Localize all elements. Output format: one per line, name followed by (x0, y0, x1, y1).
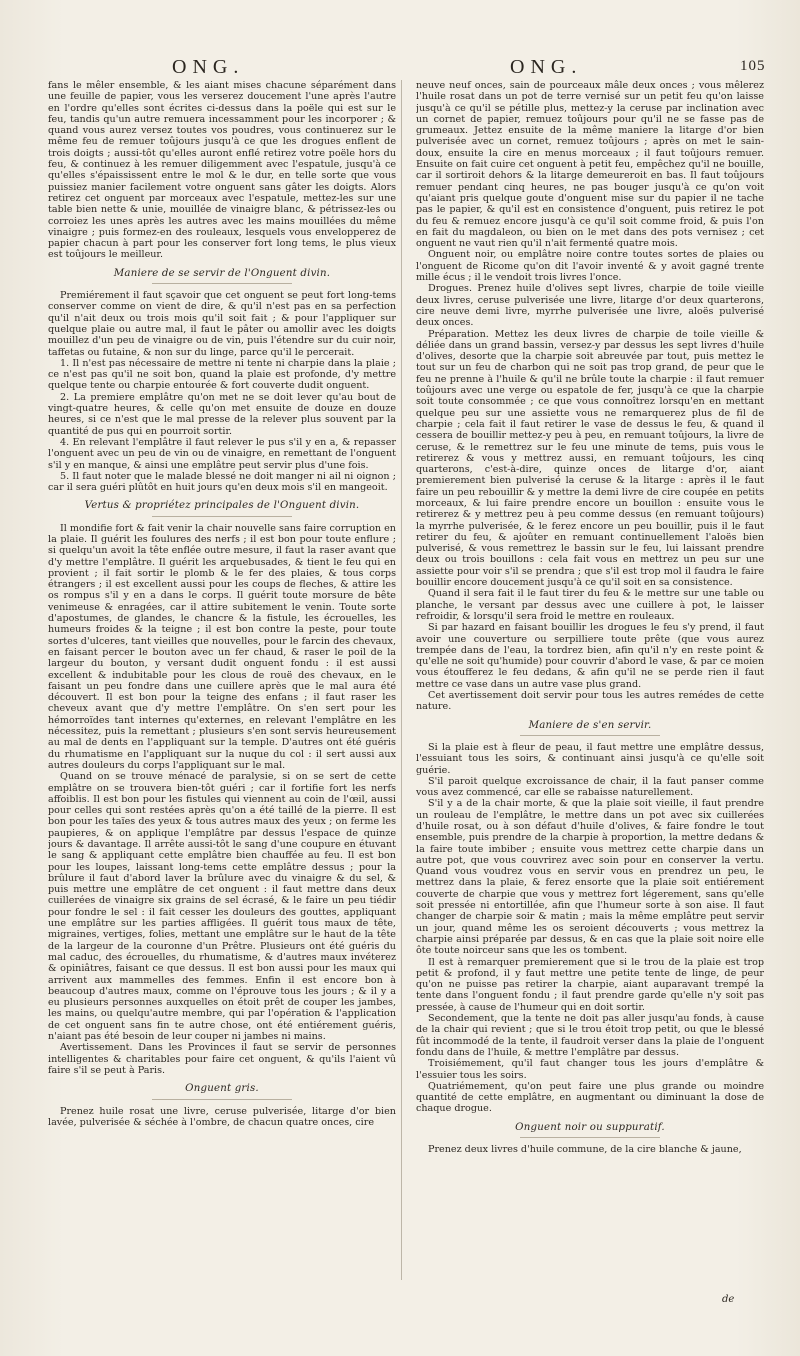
right-column (416, 80, 764, 1292)
running-head-left: ONG. (172, 56, 245, 78)
paragraph: Secondement, que la tente ne doit pas aller jusqu'au fonds, à cause de la chair qui revient ; que si le trou étoit trop petit, ou que le blessé fût incommodé de la tente, il faudroit verser dans la plaie de l'onguent fondu dans de l'huile, & mettre l'emplâtre par dessus. (416, 1013, 764, 1058)
running-head (0, 52, 800, 82)
paragraph: S'il y a de la chair morte, & que la plaie soit vieille, il faut prendre un rouleau de l'emplâtre, le mettre dans un pot avec six cuillerées d'huile rosat, ou à son défaut d'huile d'olives, & faire fondre le tout ensemble, puis prendre de la charpie à proportion, la mettre dedans & la faire toute imbiber ; ensuite vous mettrez cette charpie dans un autre pot, que vous couvrirez avec soin pour en conserver la vertu. Quand vous voudrez vous en servir vous en prendrez un peu, le mettrez dans la plaie, & ferez ensorte que la plaie soit entiérement couverte de charpie que vous y mettrez fort légerement, sans qu'elle soit pressée ni entortillée, afin que l'humeur sorte à son aise. Il faut changer de charpie soir & matin ; mais la même emplâtre peut servir un jour, quand même les os seroient découverts ; vous mettrez la charpie ainsi préparée par dessus, & en cas que la plaie soit noire elle ôte toute noirceur sans que les os tombent. (416, 798, 764, 957)
paragraph: Il mondifie fort & fait venir la chair nouvelle sans faire corruption en la plaie. Il guérit les foulures des nerfs ; il est bon pour toute enflure ; si quelqu'un avoit la tête enflée outre mesure, il faut la raser avant que d'y mettre l'emplâtre. Il guérit les arquebusades, & tient le feu qui en provient ; il fait sortir le plomb & le fer des plaies, & tous corps étrangers ; il est excellent aussi pour les coups de fleches, & attire les os rompus s'il y en a dans le corps. Il guérit toute morsure de bête venimeuse & enragées, car il attire subitement le venin. Toute sorte d'apostumes, de glandes, le chancre & la fistule, les écrouelles, les humeurs froides & la teigne ; il est bon contre la peste, pour toute sortes d'ulceres, tant vieilles que nouvelles, pour le farcin des chevaux, en faisant percer le bouton avec un fer chaud, & raser le poil de la largeur du bouton, y versant dudit onguent fondu : il est aussi excellent & indubitable pour les clous de rouë des chevaux, en le faisant un peu fondre dans une cuillere après que le mal aura été découvert. Il est bon pour la teigne des enfans ; il faut raser les cheveux avant que d'y mettre l'emplâtre. On s'en sert pour les hémorroïdes tant internes qu'externes, en relevant l'emplâtre en les nécessitez, puis la remettant ; plusieurs s'en sont servis heureusement au mal de dents en l'appliquant sur la temple. D'autres ont été guéris du rhumatisme en l'appliquant sur la nuque du col : il sert aussi aux autres douleurs du corps l'appliquant sur le mal. (48, 522, 396, 771)
paragraph: Il est à remarquer premierement que si le trou de la plaie est trop petit & profond, il y faut mettre une petite tente de linge, de peur qu'on ne puisse pas retirer la charpie, aiant auparavant trempé la tente dans l'onguent fondu ; il faut prendre garde qu'elle n'y soit pas pressée, à cause de l'humeur qui en doit sortir. (416, 956, 764, 1013)
section-heading (416, 720, 764, 736)
paragraph: neuve neuf onces, sain de pourceaux mâle deux onces ; vous mêlerez l'huile rosat dans un pot de terre vernisé sur un petit feu qu'on laisse jusqu'à ce qu'il se pétille plus, mettez-y la ceruse par inclination avec un cornet de papier, remuez toûjours pour qu'il ne se fasse pas de grumeaux. Jettez ensuite de la même maniere la litarge d'or bien pulverisée avec un cornet, remuez toûjours ; après on met le sain-doux, ensuite la cire en menus morceaux ; il faut toûjours remuer. Ensuite on fait cuire cet onguent à petit feu, empêchez qu'il ne bouille, car il sortiroit dehors & la litarge demeureroit en bas. Il faut toûjours remuer pendant cinq heures, ne pas bouger jusqu'à ce qu'on voit qu'aiant pris quelque goute d'onguent mise sur du papier il ne tache pas le papier, & qu'il est en consistence d'onguent, puis retirez le pot du feu & remuez encore jusqu'à ce qu'il soit comme froid, & puis l'on en fait du magdaleon, ou bien on le met dans des pots vernisez ; cet onguent ne vaut rien qu'il n'ait fermenté quatre mois. (416, 80, 764, 250)
paragraph: fans le mêler ensemble, & les aiant mises chacune séparément dans une feuille de papier, vous les verserez doucement l'une après l'autre en l'ordre qu'elles sont écrites ci-dessus dans la poële qui est sur le feu, tandis qu'un autre remuera incessamment pour les incorporer ; & quand vous aurez versez toutes vos poudres, vous continuerez sur le même feu de remuer toûjours jusqu'à ce que les drogues enflent de trois doigts ; aussi-tôt qu'elles auront enflé retirez votre poële hors du feu, & continuez à les remuer diligemment avec l'espatule, jusqu'à ce qu'elles s'épaississent entre le mol & le dur, en telle sorte que vous puissiez manier facilement votre onguent sans gâter les doigts. Alors retirez cet onguent par morceaux avec l'espatule, mettez-les sur une table bien nette & unie, mouillée de vinaigre blanc, & pétrissez-les ou corroiez les unes après les autres avec les mains mouillées du même vinaigre ; puis formez-en des rouleaux, lesquels vous envelopperez de papier chacun à part pour les conserver fort long tems, le plus vieux est toûjours le meilleur. (48, 80, 396, 261)
paragraph: Quand il sera fait il le faut tirer du feu & le mettre sur une table ou planche, le versant par dessus avec une cuillere à pot, le laisser refroidir, & lorsqu'il sera froid le mettre en rouleaux. (416, 588, 764, 622)
paragraph: 5. Il faut noter que le malade blessé ne doit manger ni ail ni oignon ; car il sera guéri plûtôt en huit jours qu'en deux mois s'il en mangeoit. (48, 470, 396, 494)
paragraph: S'il paroit quelque excroissance de chair, il la faut panser comme vous avez commencé, car elle se rabaisse naturellement. (416, 775, 764, 799)
paragraph: 4. En relevant l'emplâtre il faut relever le pus s'il y en a, & repasser l'onguent avec un peu de vin ou de vinaigre, en remettant de l'onguent s'il y en manque, & ainsi une emplâtre peut servir plus d'une fois. (48, 436, 396, 471)
paragraph: Prenez huile rosat une livre, ceruse pulverisée, litarge d'or bien lavée, pulverisée & séchée à l'ombre, de chacun quatre onces, cire (48, 1105, 396, 1128)
paragraph: Premiérement il faut sçavoir que cet onguent se peut fort long-tems conserver comme on vient de dire, & qu'il n'est pas en sa perfection qu'il n'ait deux ou trois mois qu'il soit fait ; & pour l'appliquer sur quelque plaie ou autre mal, il faut le pâter ou amollir avec les doigts mouillez d'un peu de vinaigre ou de vin, puis l'étendre sur du cuir noir, taffetas ou futaine, & non sur du linge, parce qu'il le percerait. (48, 290, 396, 358)
paragraph: Quand on se trouve ménacé de paralysie, si on se sert de cette emplâtre on se trouvera bien-tôt guéri ; car il fortifie fort les nerfs affoiblis. Il est bon pour les fistules qui viennent au coin de l'œil, aussi pour celles qui sont restées après qu'on a été taillé de la pierre. Il est bon pour les taïes des yeux & tous autres maux des yeux ; on ferme les paupieres, & on applique l'emplâtre par dessus l'espace de quinze jours & davantage. Il arrête aussi-tôt le sang d'une coupure en étuvant le sang & appliquant cette emplâtre bien chauffée au feu. Il est bon pour les loupes, laissant long-tems cette emplâtre dessus ; pour la brûlure il faut d'abord laver la brûlure avec du vinaigre & du sel, & puis mettre une emplâtre de cet onguent : il faut mettre dans deux cuillerées de vinaigre six grains de sel écrasé, & le faire un peu tiédir pour fondre le sel : il fait cesser les douleurs des gouttes, appliquant une emplâtre sur les parties affligées. Il guérit tous maux de tête, migraines, vertiges, folies, mettant une emplâtre sur le haut de la tête de la largeur de la couronne d'un Prêtre. Plusieurs ont été guéris du mal caduc, des écrouelles, du rhumatisme, & d'autres maux invéterez & opiniâtres, faisant ce que dessus. Il est bon aussi pour les maux qui arrivent aux mammelles des femmes. Enfin il est encore bon à beaucoup d'autres maux, comme on l'éprouve tous les jours ; & il y a eu plusieurs personnes auxquelles on étoit prêt de couper les jambes, les mains, ou quelqu'autre membre, qui par l'opération & l'application de cet onguent sans fin te autre chose, ont été entiérement guéris, n'aiant pas été besoin de leur couper ni jambes ni mains. (48, 771, 396, 1043)
paragraph: Cet avertissement doit servir pour tous les autres remédes de cette nature. (416, 690, 764, 713)
section-heading (48, 500, 396, 516)
paragraph: Si la plaie est à fleur de peau, il faut mettre une emplâtre dessus, l'essuiant tous les soirs, & continuant ainsi jusqu'à ce qu'elle soit guérie. (416, 741, 764, 776)
column-divider (401, 80, 402, 1280)
section-heading (48, 268, 396, 284)
paragraph: Quatriémement, qu'on peut faire une plus grande ou moindre quantité de cette emplâtre, en augmentant ou diminuant la dose de chaque drogue. (416, 1080, 764, 1115)
heading-rule (152, 1099, 292, 1100)
section-heading-text: Onguent noir ou suppuratif. (515, 1121, 665, 1133)
heading-rule (152, 283, 292, 284)
section-heading-text: Maniere de s'en servir. (528, 719, 652, 731)
section-heading-text: Onguent gris. (185, 1083, 259, 1095)
paragraph: 1. Il n'est pas nécessaire de mettre ni tente ni charpie dans la plaie ; ce n'est pas qu'il ne soit bon, quand la plaie est profonde, d'y mettre quelque tente ou charpie entourée & fort couverte dudit onguent. (48, 357, 396, 392)
section-heading (416, 1122, 764, 1138)
heading-rule (520, 735, 660, 736)
paragraph: Avertissement. Dans les Provinces il faut se servir de personnes intelligentes & charitables pour faire cet onguent, & qu'ils l'aient vû faire s'il se peut à Paris. (48, 1042, 396, 1076)
catchword: de (722, 1294, 735, 1305)
running-head-right: ONG. (510, 56, 583, 78)
page-number: 105 (740, 58, 766, 74)
left-column (48, 80, 396, 1292)
section-heading-text: Vertus & propriétez principales de l'Onguent divin. (84, 500, 360, 512)
paragraph: Drogues. Prenez huile d'olives sept livres, charpie de toile vieille deux livres, ceruse pulverisée une livre, litarge d'or deux quarterons, cire neuve demi livre, myrrhe pulverisée une livre, aloës pulverisé deux onces. (416, 283, 764, 329)
heading-rule (152, 516, 292, 517)
heading-rule (520, 1137, 660, 1138)
paragraph: Onguent noir, ou emplâtre noire contre toutes sortes de plaies ou l'onguent de Ricome qu'on dit l'avoir inventé & y avoit gagné trente mille écus ; il le vendoit trois livres l'once. (416, 249, 764, 284)
section-heading-text: Maniere de se servir de l'Onguent divin. (113, 267, 331, 279)
paragraph: Préparation. Mettez les deux livres de charpie de toile vieille & déliée dans un grand bassin, versez-y par dessus les sept livres d'huile d'olives, desorte que la charpie soit abreuvée par tout, puis mettez le tout sur un feu de charbon qui ne soit pas trop grand, de peur que le feu ne prenne à l'huile & qu'il ne brûle toute la charpie : il faut remuer toûjours avec une verge ou espatole de fer, jusqu'à ce que la charpie soit toute consommée ; ce que vous connoîtrez lorsqu'en en mettant quelque peu sur une assiette vous ne remarquerez plus de fil de charpie ; cela fait il faut retirer le vase de dessus le feu, & quand il cessera de bouillir mettez-y peu à peu, en remuant toûjours, la livre de ceruse, & le remettrez sur le feu une minute de tems, puis vous le retirerez & vous y mettrez aussi, en remuant toûjours, les cinq quarterons, c'est-à-dire, quinze onces de litarge d'or, aiant premierement bien pulverisé la ceruse & la litarge : après il le faut faire un peu rebouillir & y mettre la demi livre de cire coupée en petits morceaux, & lui faire prendre encore un bouillon : ensuite vous le retirerez & y mettrez peu à peu comme dessus (en remuant toûjours) la myrrhe pulverisée, & le ferez encore un peu bouillir, puis il le faut retirer du feu, & ajoûter en remuant continuellement l'aloës bien pulverisé, & vous remettrez le bassin sur le feu, lui laissant prendre deux ou trois bouillons : cela fait vous en mettrez un peu sur une assiette pour voir s'il se prendra ; que s'il est trop mol il faudra le faire bouillir encore doucement jusqu'à ce qu'il soit en sa consistence. (416, 328, 764, 589)
paragraph: Si par hazard en faisant bouillir les drogues le feu s'y prend, il faut avoir une couverture ou serpilliere toute prête (que vous aurez trempée dans de l'eau, la tordrez bien, afin qu'il n'y en reste point & qu'elle ne soit qu'humide) pour couvrir d'abord le vase, & par ce moien vous étoufferez le feu dedans, & afin qu'il ne se perde rien il faut mettre ce vase dans un autre vase plus grand. (416, 622, 764, 690)
paragraph: 2. La premiere emplâtre qu'on met ne se doit lever qu'au bout de vingt-quatre heures, & celle qu'on met ensuite de douze en douze heures, si ce n'est que le mal presse de la relever plus souvent par la quantité de pus qui en pourroit sortir. (48, 391, 396, 437)
paragraph: Troisiémement, qu'il faut changer tous les jours d'emplâtre & l'essuier tous les soirs. (416, 1058, 764, 1081)
section-heading (48, 1083, 396, 1099)
paragraph: Prenez deux livres d'huile commune, de la cire blanche & jaune, (428, 1144, 742, 1156)
